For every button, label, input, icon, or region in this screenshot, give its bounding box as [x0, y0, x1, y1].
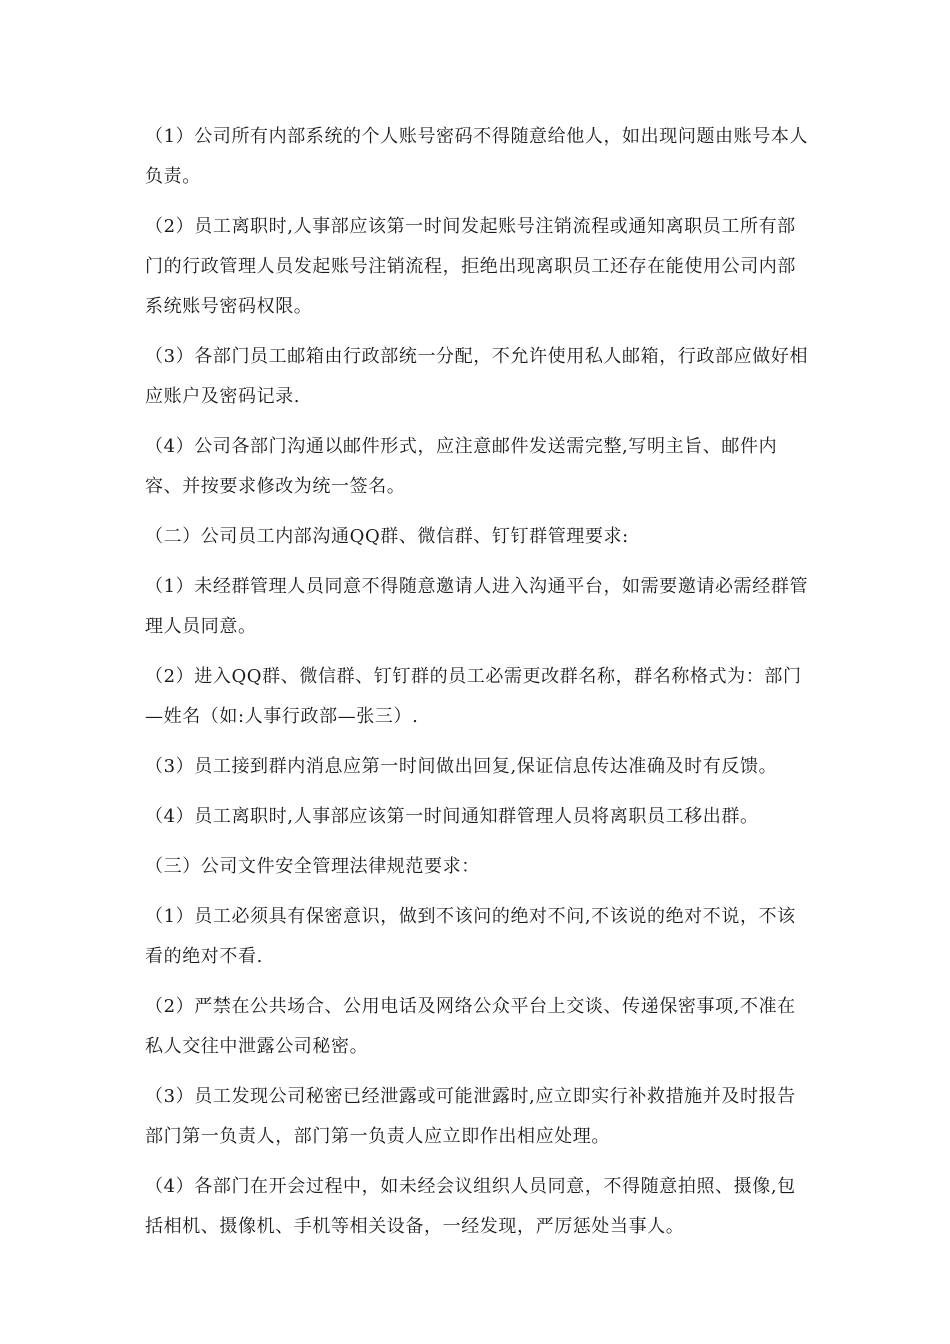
paragraph-1-1: （1）公司所有内部系统的个人账号密码不得随意给他人，如出现问题由账号本人负责。 [145, 126, 809, 187]
paragraph-2-3: （3）员工接到群内消息应第一时间做出回复,保证信息传达准确及时有反馈。 [145, 756, 778, 777]
paragraph-3-2: （2）严禁在公共场合、公用电话及网络公众平台上交谈、传递保密事项,不准在私人交往中泄露公司秘密。 [145, 996, 796, 1057]
paragraph-1-2: （2）员工离职时,人事部应该第一时间发起账号注销流程或通知离职员工所有部门的行政管理人员发起账号注销流程，拒绝出现离职员工还存在能使用公司内部系统账号密码权限。 [145, 216, 796, 317]
paragraph-3-3: （3）员工发现公司秘密已经泄露或可能泄露时,应立即实行补救措施并及时报告部门第一负责人，部门第一负责人应立即作出相应处理。 [145, 1086, 796, 1147]
paragraph-3-1: （1）员工必须具有保密意识，做到不该问的绝对不问,不该说的绝对不说，不该看的绝对不看. [145, 906, 796, 967]
section-heading-2: （二）公司员工内部沟通QQ群、微信群、钉钉群管理要求: [145, 526, 629, 547]
paragraph-1-4: （4）公司各部门沟通以邮件形式，应注意邮件发送需完整,写明主旨、邮件内容、并按要求修改为统一签名。 [145, 436, 778, 497]
paragraph-2-2: （2）进入QQ群、微信群、钉钉群的员工必需更改群名称，群名称格式为：部门—姓名（如:人事行政部—张三）. [145, 666, 802, 727]
document-body [145, 117, 810, 1257]
section-heading-3: （三）公司文件安全管理法律规范要求： [145, 856, 480, 877]
paragraph-1-3: （3）各部门员工邮箱由行政部统一分配，不允许使用私人邮箱，行政部应做好相应账户及密码记录. [145, 346, 809, 407]
paragraph-2-4: （4）员工离职时,人事部应该第一时间通知群管理人员将离职员工移出群。 [145, 806, 759, 827]
paragraph-3-4: （4）各部门在开会过程中，如未经会议组织人员同意，不得随意拍照、摄像,包括相机、摄像机、手机等相关设备，一经发现，严厉惩处当事人。 [145, 1176, 796, 1237]
paragraph-2-1: （1）未经群管理人员同意不得随意邀请人进入沟通平台，如需要邀请必需经群管理人员同意。 [145, 576, 809, 637]
